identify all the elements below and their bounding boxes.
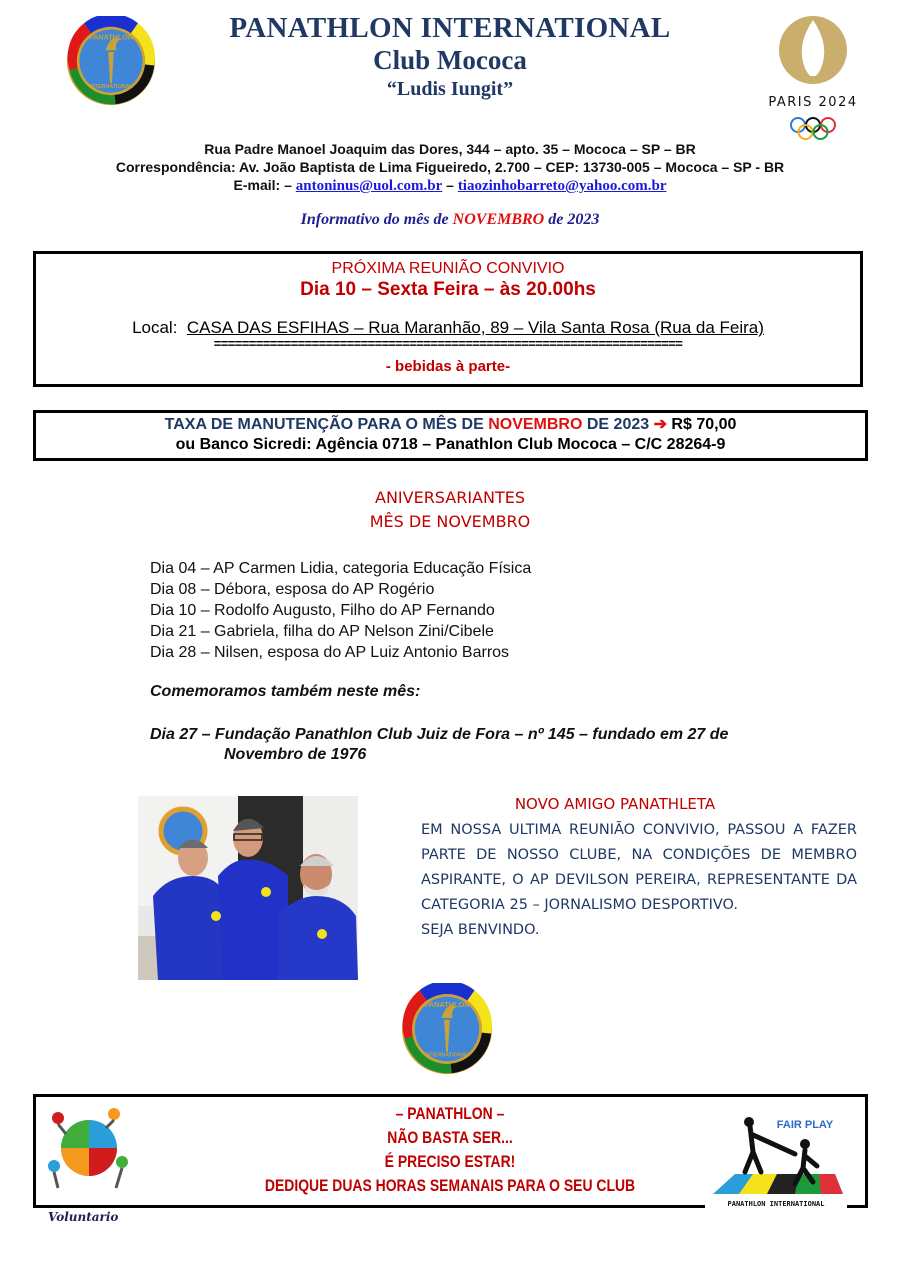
- fair-play-org: PANATHLON INTERNATIONAL: [727, 1200, 825, 1208]
- slogan-line-2: NÃO BASTA SER...: [387, 1128, 513, 1147]
- header-title-block: [160, 12, 740, 102]
- birthday-item: Dia 04 – AP Carmen Lidia, categoria Educação Física: [150, 560, 532, 577]
- org-name: PANATHLON INTERNATIONAL: [229, 12, 671, 44]
- welcome-text: SEJA BENVINDO.: [421, 922, 540, 938]
- svg-text:INTERNATIONAL: INTERNATIONAL: [89, 84, 133, 91]
- banner-slogan: [245, 1102, 655, 1198]
- celebration-line-2: Novembro de 1976: [224, 746, 367, 763]
- panathlon-logo-icon: [401, 983, 493, 1075]
- arrow-right-icon: ➔: [653, 416, 667, 433]
- birthdays-month: MÊS DE NOVEMBRO: [369, 512, 531, 531]
- volunteer-label: Voluntario: [48, 1210, 119, 1224]
- email-link-2[interactable]: tiaozinhobarreto@yahoo.com.br: [457, 178, 667, 194]
- paris-2024-logo: [758, 12, 868, 146]
- location-label: Local:: [132, 318, 178, 337]
- celebration-item: [150, 725, 840, 765]
- email-label: E-mail: –: [233, 177, 292, 193]
- subtitle-suffix: de 2023: [544, 211, 600, 228]
- email-line: [60, 176, 840, 195]
- meeting-datetime: Dia 10 – Sexta Feira – às 20.00hs: [300, 279, 596, 300]
- svg-text:PANATHLON: PANATHLON: [88, 32, 134, 42]
- motto: “Ludis Iungit”: [386, 78, 514, 100]
- separator-line: ===================================================================: [213, 336, 683, 351]
- email-link-1[interactable]: antoninus@uol.com.br: [295, 178, 443, 194]
- fair-play-label: FAIR PLAY: [776, 1119, 834, 1131]
- location-value: CASA DAS ESFIHAS – Rua Maranhão, 89 – Vila Santa Rosa (Rua da Feira): [186, 318, 764, 337]
- new-member-text: [371, 818, 857, 943]
- new-member-paragraph: EM NOSSA ULTIMA REUNIÃO CONVIVIO, PASSOU A FAZER PARTE DE NOSSO CLUBE, NA CONDIÇÕES DE MEMBRO ASPIRANTE, O AP DEVILSON PEREIRA, REPRESENTANTE DA CATEGORIA 25 – JORNALISMO DESPORTIVO.: [421, 822, 857, 913]
- slogan-line-3: É PRECISO ESTAR!: [384, 1152, 516, 1171]
- fee-amount: R$ 70,00: [666, 416, 737, 433]
- svg-text:PANATHLON: PANATHLON: [424, 999, 470, 1009]
- birthday-item: Dia 28 – Nilsen, esposa do AP Luiz Antonio Barros: [150, 644, 510, 661]
- meeting-title: PRÓXIMA REUNIÃO CONVIVIO: [331, 260, 565, 277]
- meeting-location: [36, 318, 860, 338]
- fee-month: NOVEMBRO: [488, 416, 583, 433]
- subtitle-month: NOVEMBRO: [452, 211, 545, 228]
- next-meeting-box: [33, 251, 863, 387]
- slogan-line-1: – PANATHLON –: [395, 1104, 505, 1123]
- address-line-2: Correspondência: Av. João Baptista de Lima Figueiredo, 2.700 – CEP: 13730-005 – Mococa – SP - BR: [115, 159, 785, 175]
- new-member-title: NOVO AMIGO PANATHLETA: [514, 795, 716, 813]
- maintenance-fee-box: [33, 410, 868, 461]
- fee-year: DE 2023: [582, 416, 654, 433]
- fair-play-logo-icon: [705, 1112, 847, 1212]
- slogan-line-4: DEDIQUE DUAS HORAS SEMANAIS PARA O SEU CLUB: [264, 1176, 636, 1195]
- birthday-list: [150, 558, 531, 663]
- newsletter-subtitle: [0, 211, 900, 229]
- address-block: [60, 140, 840, 195]
- panathlon-logo-icon: [66, 16, 156, 106]
- svg-text:INTERNATIONAL: INTERNATIONAL: [424, 1052, 470, 1059]
- fee-prefix: TAXA DE MANUTENÇÃO PARA O MÊS DE: [164, 416, 489, 433]
- club-name: Club Mococa: [373, 45, 527, 75]
- members-photo: [138, 796, 358, 980]
- address-line-1: Rua Padre Manoel Joaquim das Dores, 344 – apto. 35 – Mococa – SP – BR: [204, 141, 696, 157]
- bank-line: ou Banco Sicredi: Agência 0718 – Panathlon Club Mococa – C/C 28264-9: [175, 436, 726, 453]
- fee-line: [36, 415, 865, 435]
- birthday-item: Dia 08 – Débora, esposa do AP Rogério: [150, 581, 435, 598]
- birthdays-heading: [0, 486, 900, 534]
- birthday-item: Dia 21 – Gabriela, filha do AP Nelson Zini/Cibele: [150, 623, 494, 640]
- birthday-item: Dia 10 – Rodolfo Augusto, Filho do AP Fernando: [150, 602, 495, 619]
- email-separator: –: [446, 177, 454, 193]
- volunteer-puzzle-icon: [44, 1104, 134, 1192]
- celebration-line-1: Dia 27 – Fundação Panathlon Club Juiz de Fora – nº 145 – fundado em 27 de: [150, 726, 729, 743]
- drinks-note: - bebidas à parte-: [385, 358, 511, 375]
- celebrations-heading: Comemoramos também neste mês:: [150, 683, 421, 700]
- paris-label: PARIS 2024: [768, 95, 858, 110]
- subtitle-prefix: Informativo do mês de: [300, 211, 453, 228]
- birthdays-title: ANIVERSARIANTES: [375, 488, 525, 507]
- paris-2024-icon: [758, 12, 868, 146]
